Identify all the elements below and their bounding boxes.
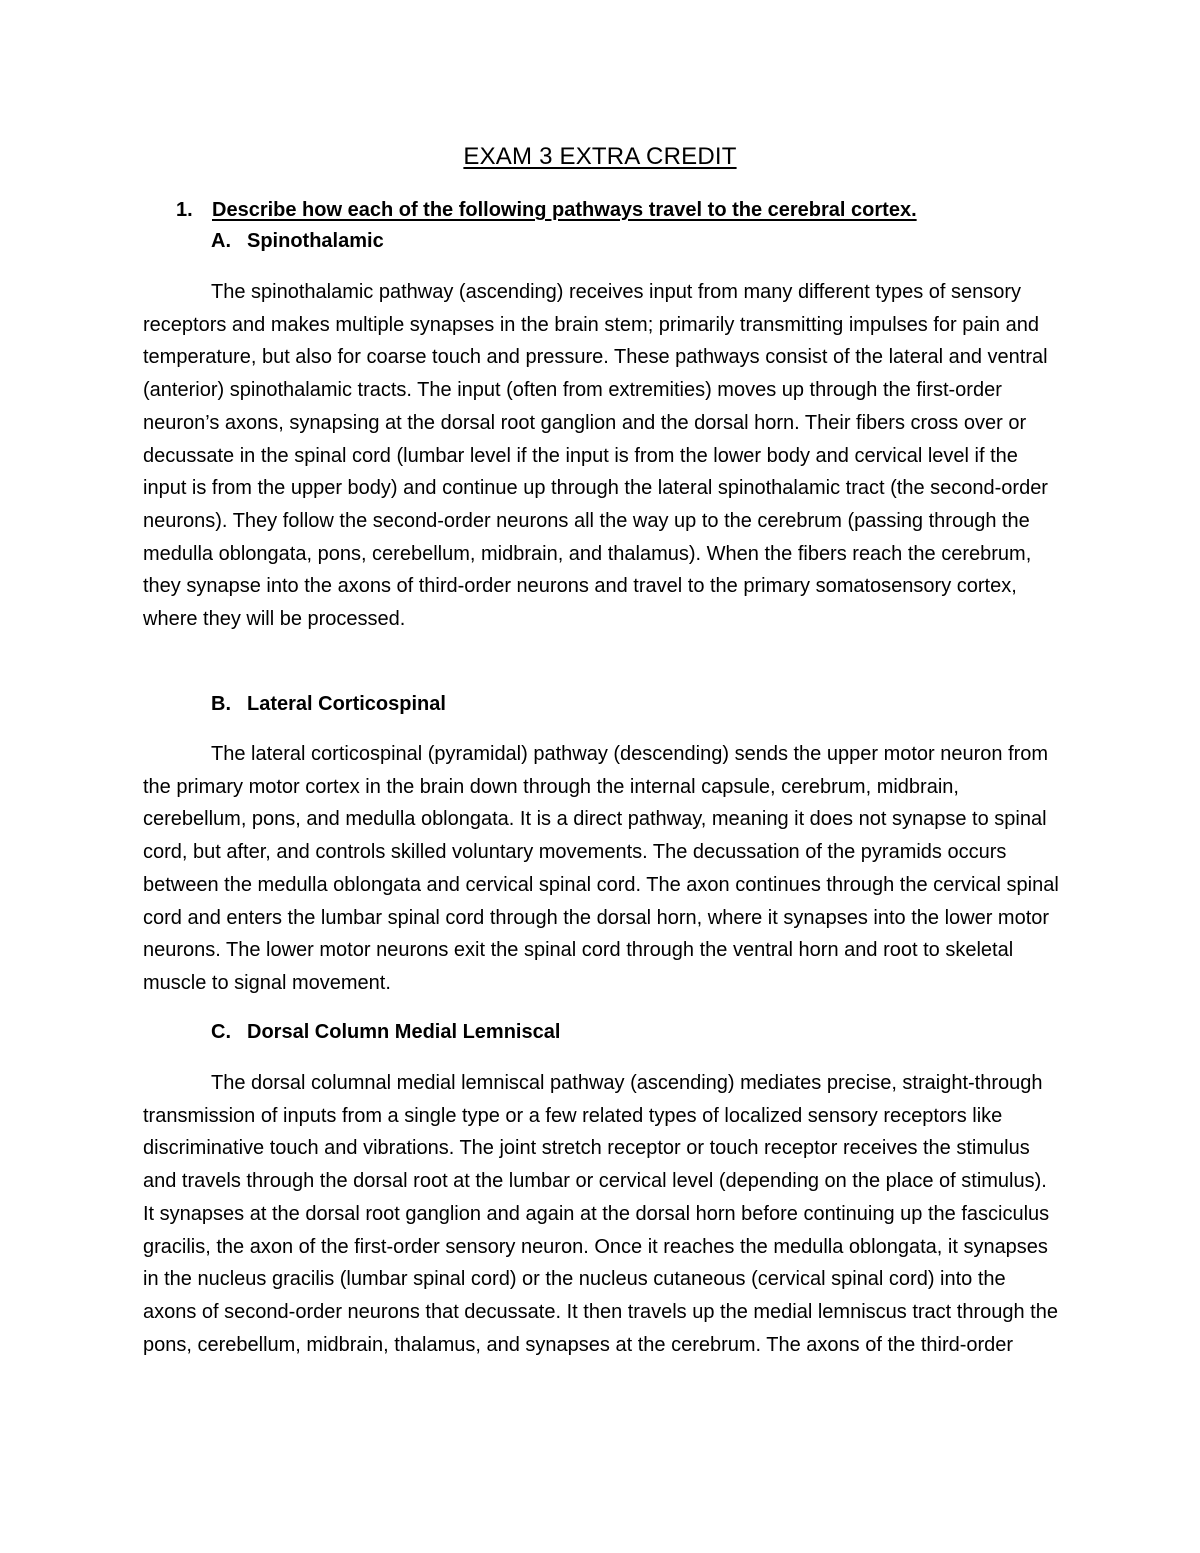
section-c-title: Dorsal Column Medial Lemniscal xyxy=(247,1021,561,1043)
section-a-title: Spinothalamic xyxy=(247,230,384,252)
section-c-letter: C. xyxy=(211,1021,231,1043)
section-c-body: The dorsal columnal medial lemniscal pathway (ascending) mediates precise, straight-through transmission of inputs from a single type or a few related types of localized sensory receptors like discriminative touch and vibrations. The joint stretch receptor or touch receptor receives the stimulus and travels through the dorsal root at the lumbar or cervical level (depending on the place of stimulus). It synapses at the dorsal root ganglion and again at the dorsal horn before continuing up the fasciculus gracilis, the axon of the first-order sensory neuron. Once it reaches the medulla oblongata, it synapses in the nucleus gracilis (lumbar spinal cord) or the nucleus cutaneous (cervical spinal cord) into the axons of second-order neurons that decussate. It then travels up the medial lemniscus tract through the pons, cerebellum, midbrain, thalamus, and synapses at the cerebrum. The axons of the third-order xyxy=(143,1072,1058,1356)
question-text: Describe how each of the following pathways travel to the cerebral cortex. xyxy=(212,199,917,221)
section-a-heading xyxy=(211,230,384,253)
section-a-letter: A. xyxy=(211,230,231,252)
section-c-heading xyxy=(211,1021,560,1044)
section-b-body: The lateral corticospinal (pyramidal) pathway (descending) sends the upper motor neuron from the primary motor cortex in the brain down through the internal capsule, cerebrum, midbrain, cerebellum, pons, and medulla oblongata. It is a direct pathway, meaning it does not synapse to spinal cord, but after, and controls skilled voluntary movements. The decussation of the pyramids occurs between the medulla oblongata and cervical spinal cord. The axon continues through the cervical spinal cord and enters the lumbar spinal cord through the dorsal horn, where it synapses into the lower motor neurons. The lower motor neurons exit the spinal cord through the ventral horn and root to skeletal muscle to signal movement. xyxy=(143,743,1059,994)
question-number: 1. xyxy=(176,199,193,221)
section-a-body: The spinothalamic pathway (ascending) receives input from many different types of sensory receptors and makes multiple synapses in the brain stem; primarily transmitting impulses for pain and temperature, but also for coarse touch and pressure. These pathways consist of the lateral and ventral (anterior) spinothalamic tracts. The input (often from extremities) moves up through the first-order neuron’s axons, synapsing at the dorsal root ganglion and the dorsal horn. Their fibers cross over or decussate in the spinal cord (lumbar level if the input is from the lower body and cervical level if the input is from the upper body) and continue up through the lateral spinothalamic tract (the second-order neurons). They follow the second-order neurons all the way up to the cerebrum (passing through the medulla oblongata, pons, cerebellum, midbrain, and thalamus). When the fibers reach the cerebrum, they synapse into the axons of third-order neurons and travel to the primary somatosensory cortex, where they will be processed. xyxy=(143,281,1048,631)
section-b-letter: B. xyxy=(211,693,231,715)
document-title: EXAM 3 EXTRA CREDIT xyxy=(463,143,737,170)
section-b-title: Lateral Corticospinal xyxy=(247,693,446,715)
question-1 xyxy=(176,199,1076,222)
section-b-heading xyxy=(211,693,446,716)
